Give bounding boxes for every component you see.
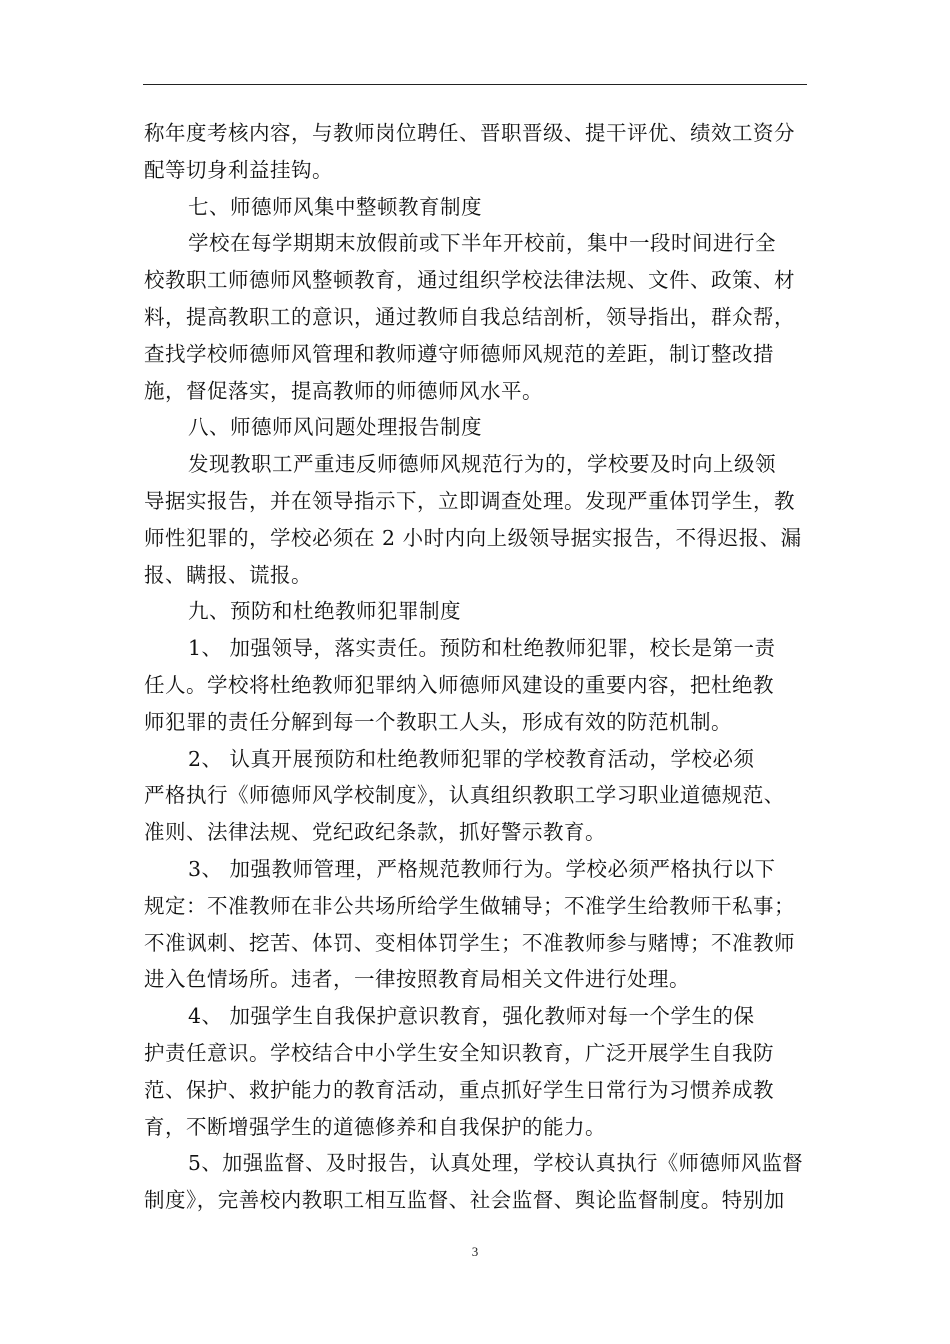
text-line: 3、 加强教师管理，严格规范教师行为。学校必须严格执行以下 [188, 856, 776, 881]
text-line: 料，提高教职工的意识，通过教师自我总结剖析，领导指出，群众帮， [144, 304, 795, 329]
text-line: 导据实报告，并在领导指示下，立即调查处理。发现严重体罚学生，教 [144, 488, 795, 513]
text-line: 任人。学校将杜绝教师犯罪纳入师德师风建设的重要内容，把杜绝教 [144, 672, 774, 697]
text-line: 称年度考核内容，与教师岗位聘任、晋职晋级、提干评优、绩效工资分 [144, 121, 795, 145]
text-line: 师性犯罪的，学校必须在 2 小时内向上级领导据实报告，不得迟报、漏 [144, 525, 802, 550]
text-line: 准则、法律法规、党纪政纪条款，抓好警示教育。 [144, 820, 606, 845]
text-line: 施，督促落实，提高教师的师德师风水平。 [144, 378, 543, 403]
text-line: 查找学校师德师风管理和教师遵守师德师风规范的差距，制订整改措 [144, 341, 774, 366]
text-line: 1、 加强领导，落实责任。预防和杜绝教师犯罪，校长是第一责 [188, 636, 776, 661]
text-line: 严格执行《师德师风学校制度》，认真组织教职工学习职业道德规范、 [144, 783, 785, 808]
text-line: 育，不断增强学生的道德修养和自我保护的能力。 [144, 1114, 606, 1139]
text-line: 配等切身利益挂钩。 [144, 157, 333, 182]
text-line: 九、预防和杜绝教师犯罪制度 [188, 599, 461, 624]
text-line: 4、 加强学生自我保护意识教育，强化教师对每一个学生的保 [188, 1004, 755, 1029]
text-line: 八、师德师风问题处理报告制度 [188, 415, 482, 440]
text-line: 制度》，完善校内教职工相互监督、社会监督、舆论监督制度。特别加 [144, 1188, 785, 1213]
text-line: 不准讽刺、挖苦、体罚、变相体罚学生；不准教师参与赌博；不准教师 [144, 930, 795, 955]
text-line: 2、 认真开展预防和杜绝教师犯罪的学校教育活动，学校必须 [188, 746, 755, 771]
text-line: 规定：不准教师在非公共场所给学生做辅导；不准学生给教师干私事； [144, 893, 795, 918]
text-line: 报、瞒报、谎报。 [144, 562, 312, 587]
text-line: 七、师德师风集中整顿教育制度 [188, 194, 482, 219]
text-line: 5、加强监督、及时报告，认真处理，学校认真执行《师德师风监督 [188, 1151, 804, 1176]
text-line: 校教职工师德师风整顿教育，通过组织学校法律法规、文件、政策、材 [144, 268, 795, 293]
text-line: 师犯罪的责任分解到每一个教职工人头，形成有效的防范机制。 [144, 709, 732, 734]
text-line: 发现教职工严重违反师德师风规范行为的，学校要及时向上级领 [188, 452, 776, 477]
text-line: 范、保护、救护能力的教育活动，重点抓好学生日常行为习惯养成教 [144, 1077, 774, 1102]
text-line: 学校在每学期期末放假前或下半年开校前，集中一段时间进行全 [188, 231, 776, 256]
document-body [144, 115, 806, 1219]
header-rule [143, 84, 807, 85]
page-number: 3 [471, 1244, 479, 1259]
text-line: 进入色情场所。违者，一律按照教育局相关文件进行处理。 [144, 967, 690, 992]
text-line: 护责任意识。学校结合中小学生安全知识教育，广泛开展学生自我防 [144, 1040, 774, 1065]
